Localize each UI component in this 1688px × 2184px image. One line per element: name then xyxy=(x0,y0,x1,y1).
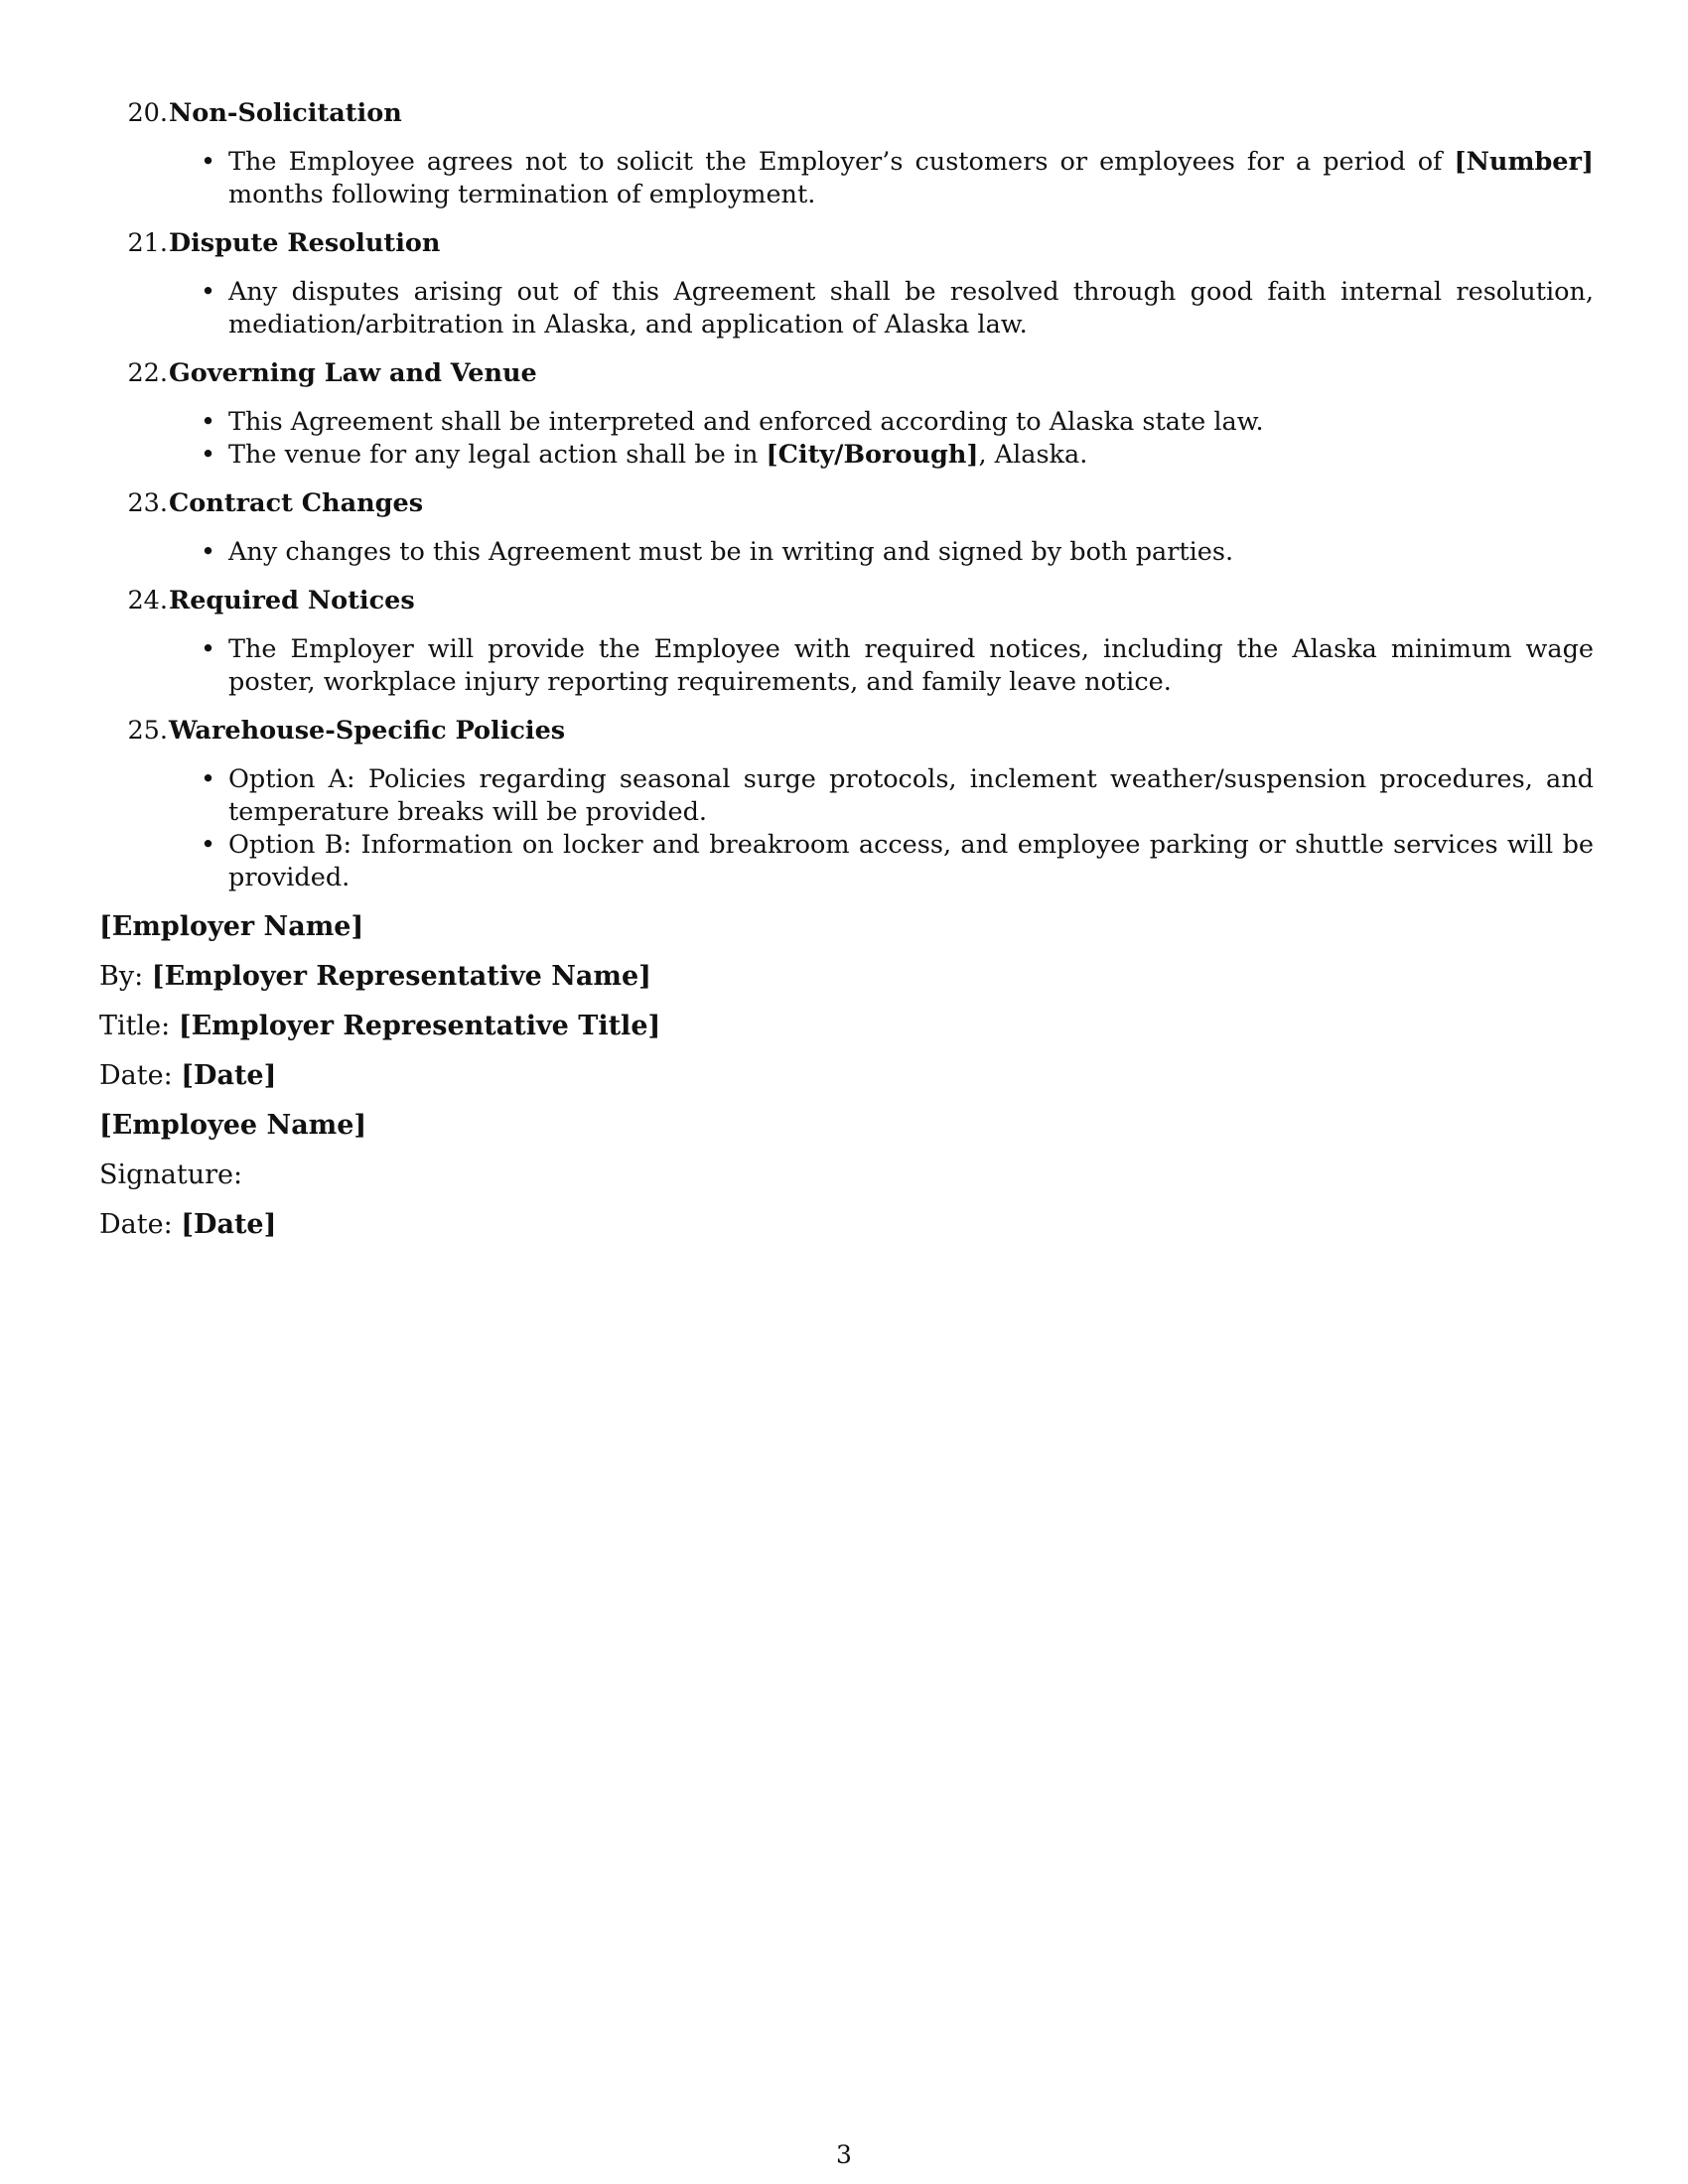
clause-bullet xyxy=(201,406,1594,439)
title-label: Title: xyxy=(99,1011,171,1041)
bullet-text: , Alaska. xyxy=(978,440,1088,470)
bullet-text: months following termination of employment. xyxy=(228,180,816,209)
clause-bullets xyxy=(99,763,1594,894)
clause-bullets xyxy=(99,536,1594,569)
bullet-text: Option A: Policies regarding seasonal surge protocols, inclement weather/suspension procedures, and temperature breaks will be provided. xyxy=(228,764,1594,827)
date-label: Date: xyxy=(99,1209,173,1240)
employer-representative-name: [Employer Representative Name] xyxy=(151,961,651,992)
employee-signature-line xyxy=(99,1159,1594,1192)
employer-title-line xyxy=(99,1010,1594,1043)
clause-section xyxy=(99,715,1594,894)
bullet-text: Any disputes arising out of this Agreement shall be resolved through good faith internal resolution, mediation/arbitration in Alaska, and application of Alaska law. xyxy=(228,277,1594,340)
bullet-text: The Employer will provide the Employee with required notices, including the Alaska minimum wage poster, workplace injury reporting requirements, and family leave notice. xyxy=(228,634,1594,697)
clause-heading xyxy=(99,357,1594,390)
clause-bullet xyxy=(201,763,1594,829)
clause-section xyxy=(99,357,1594,472)
employee-name-line xyxy=(99,1109,1594,1143)
clause-heading xyxy=(99,715,1594,748)
bullet-text: Any changes to this Agreement must be in writing and signed by both parties. xyxy=(228,537,1234,567)
bullet-text: The venue for any legal action shall be in xyxy=(228,440,767,470)
clauses-list xyxy=(99,97,1594,894)
clause-number: 21. xyxy=(127,228,168,258)
clause-bullet xyxy=(201,829,1594,894)
employee-name: [Employee Name] xyxy=(99,1110,367,1141)
bullet-icon: • xyxy=(201,537,216,567)
employer-by-line xyxy=(99,960,1594,994)
clause-bullet xyxy=(201,276,1594,341)
clause-number: 25. xyxy=(127,716,168,746)
bullet-text: This Agreement shall be interpreted and enforced according to Alaska state law. xyxy=(228,407,1264,437)
clause-bullets xyxy=(99,633,1594,699)
bullet-text: The Employee agrees not to solicit the Employer’s customers or employees for a period of xyxy=(228,147,1455,177)
clause-bullet xyxy=(201,536,1594,569)
signature-label: Signature: xyxy=(99,1160,243,1190)
clause-number: 22. xyxy=(127,358,168,388)
employer-representative-title: [Employer Representative Title] xyxy=(178,1011,661,1041)
employee-date-line xyxy=(99,1208,1594,1242)
by-label: By: xyxy=(99,961,144,992)
clause-bullets xyxy=(99,406,1594,472)
bullet-icon: • xyxy=(201,634,216,664)
clause-bullets xyxy=(99,276,1594,341)
bullet-icon: • xyxy=(201,407,216,437)
clause-heading xyxy=(99,227,1594,260)
clause-section xyxy=(99,487,1594,569)
clause-title: Non-Solicitation xyxy=(169,98,402,128)
clause-bullets xyxy=(99,146,1594,211)
placeholder-text: [Number] xyxy=(1454,147,1594,177)
employer-date-value: [Date] xyxy=(181,1060,277,1091)
clause-number: 23. xyxy=(127,488,168,518)
bullet-icon: • xyxy=(201,830,216,860)
document-page xyxy=(99,97,1594,1258)
clause-title: Governing Law and Venue xyxy=(169,358,537,388)
bullet-icon: • xyxy=(201,440,216,470)
employee-date-value: [Date] xyxy=(181,1209,277,1240)
bullet-icon: • xyxy=(201,147,216,177)
employer-name-line xyxy=(99,910,1594,944)
clause-section xyxy=(99,97,1594,211)
clause-title: Warehouse-Specific Policies xyxy=(169,716,566,746)
clause-title: Contract Changes xyxy=(169,488,424,518)
page-number: 3 xyxy=(836,2140,852,2169)
clause-heading xyxy=(99,487,1594,520)
clause-title: Required Notices xyxy=(169,586,415,615)
bullet-icon: • xyxy=(201,764,216,794)
employer-date-line xyxy=(99,1059,1594,1093)
employer-name: [Employer Name] xyxy=(99,911,364,942)
clause-heading xyxy=(99,97,1594,130)
clause-section xyxy=(99,227,1594,341)
bullet-text: Option B: Information on locker and breakroom access, and employee parking or shuttle services will be provided. xyxy=(228,830,1594,892)
date-label: Date: xyxy=(99,1060,173,1091)
clause-bullet xyxy=(201,146,1594,211)
clause-bullet xyxy=(201,633,1594,699)
clause-number: 20. xyxy=(127,98,168,128)
clause-title: Dispute Resolution xyxy=(169,228,441,258)
clause-number: 24. xyxy=(127,586,168,615)
clause-section xyxy=(99,585,1594,699)
placeholder-text: [City/Borough] xyxy=(766,440,979,470)
bullet-icon: • xyxy=(201,277,216,307)
clause-bullet xyxy=(201,439,1594,472)
clause-heading xyxy=(99,585,1594,617)
